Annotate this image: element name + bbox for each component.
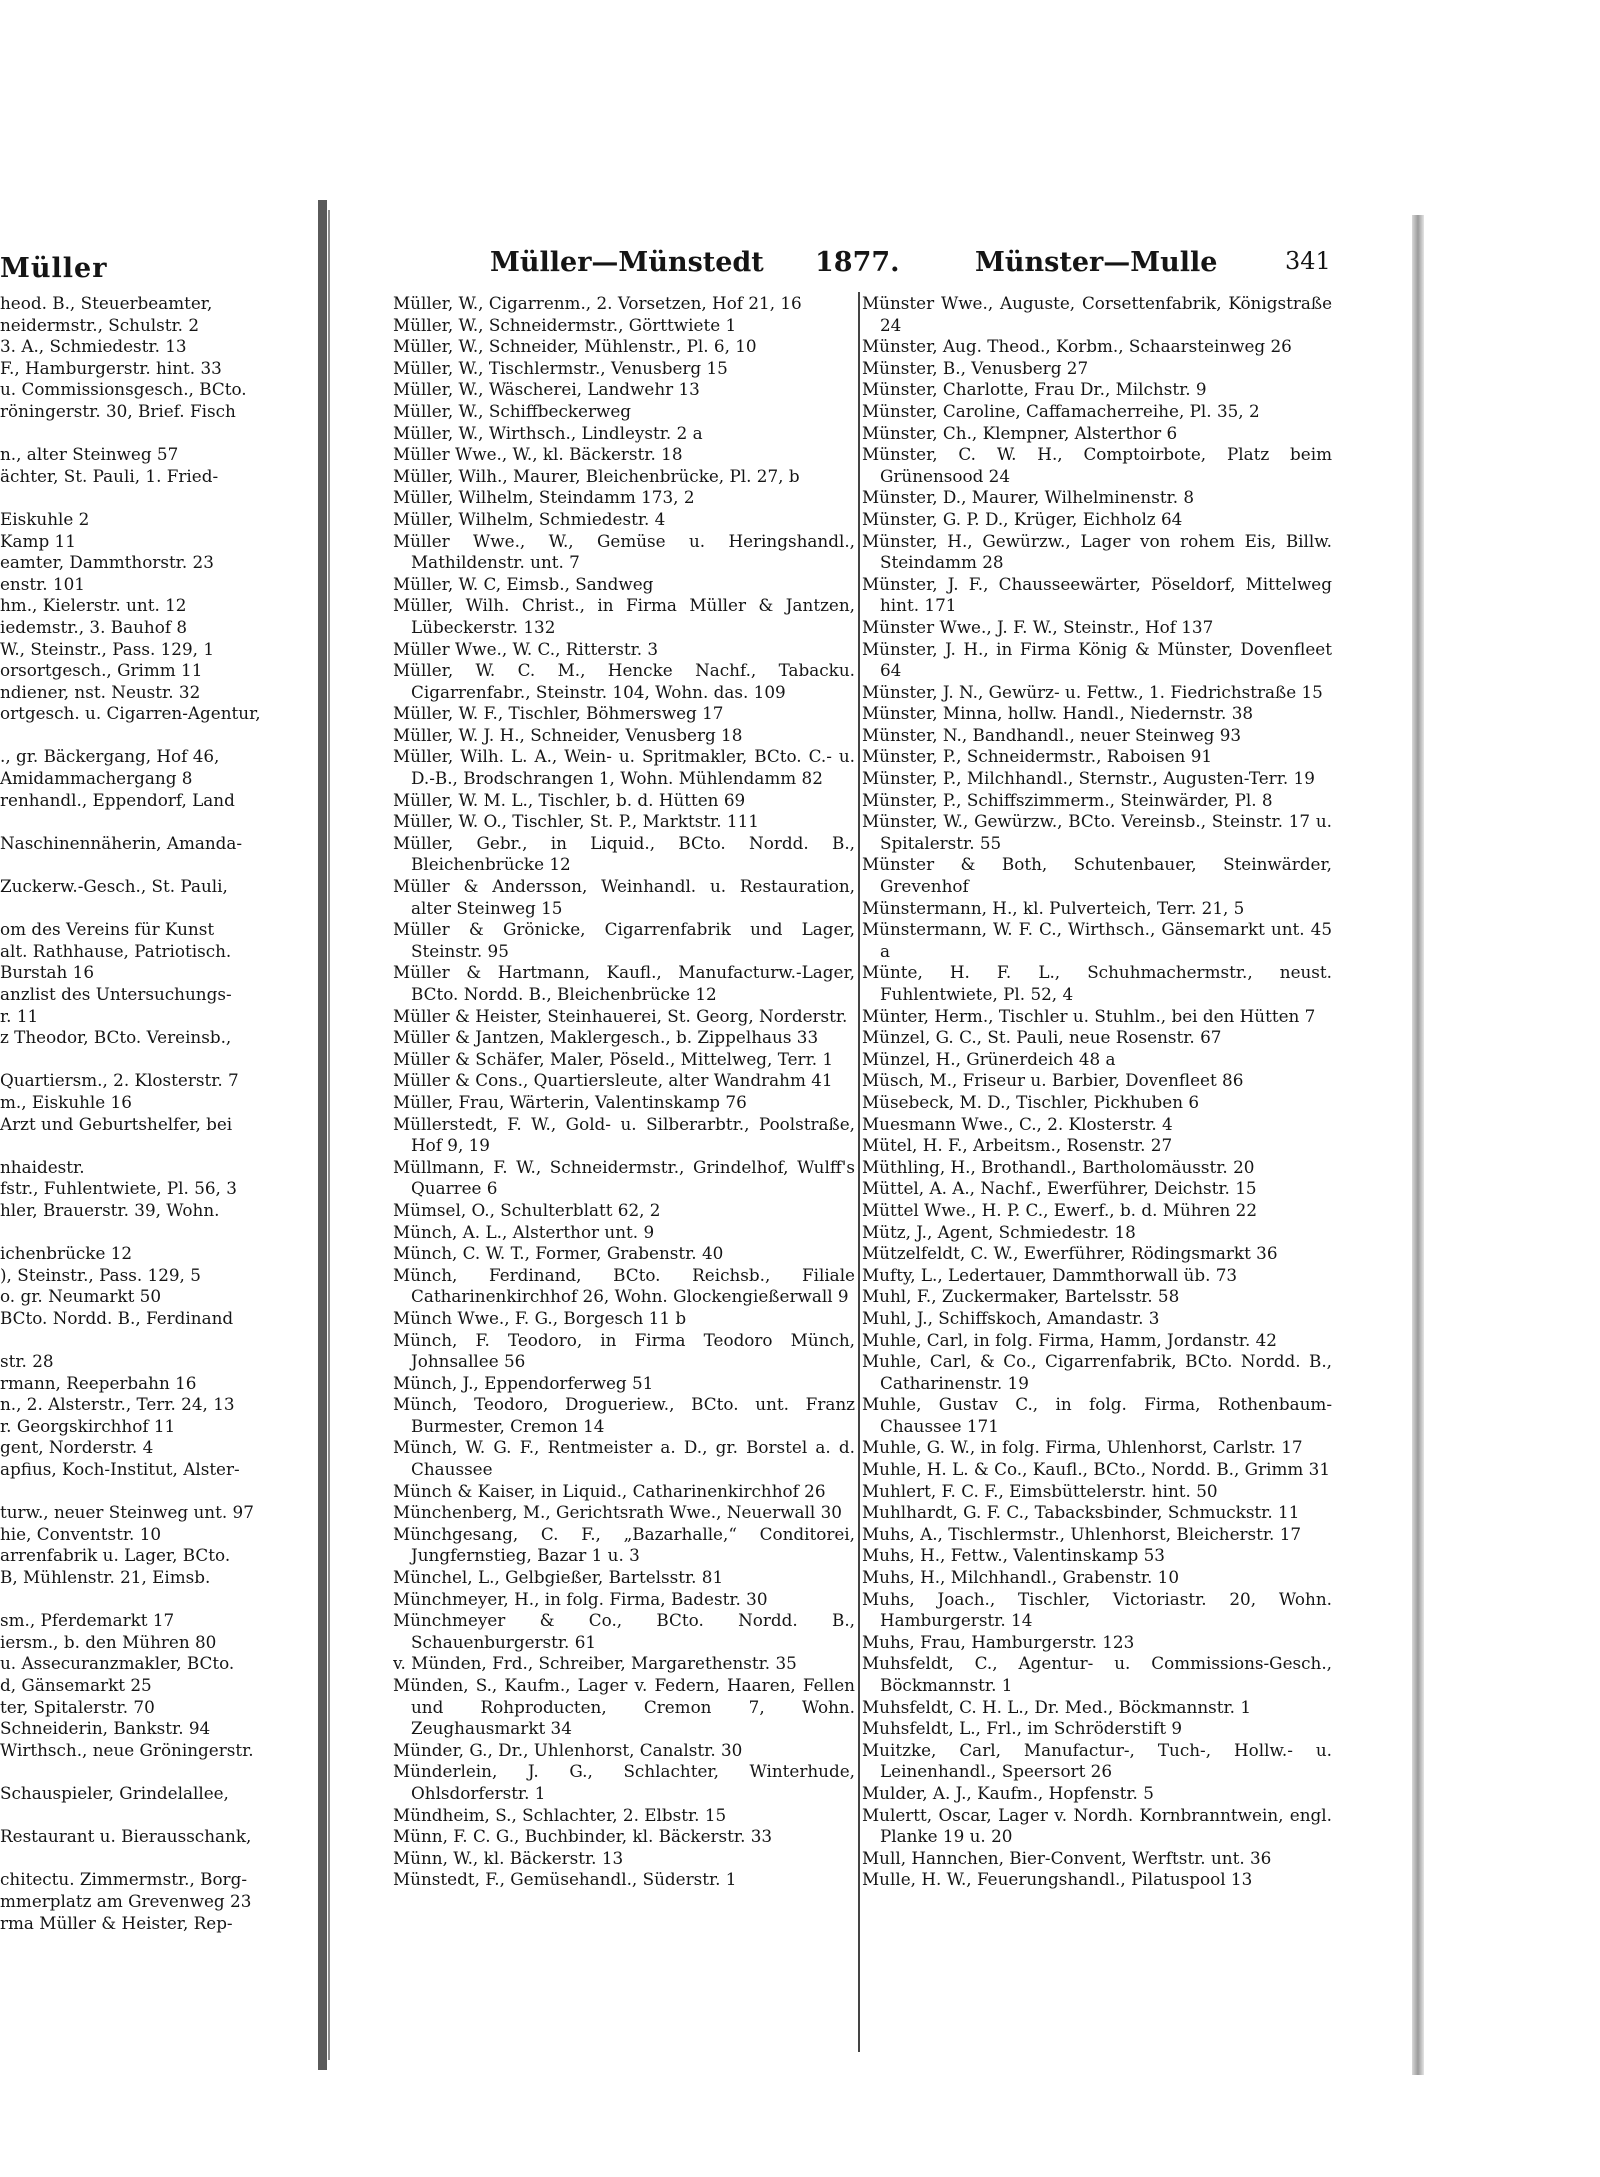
left-page-line xyxy=(0,1135,288,1157)
directory-entry: Müller & Schäfer, Maler, Pöseld., Mittelweg, Terr. 1 xyxy=(393,1048,834,1069)
directory-entry: Müller Wwe., W. C., Ritterstr. 3 xyxy=(393,638,659,659)
left-page-line: u. Commissionsgesch., BCto. xyxy=(0,379,247,400)
directory-entry: Münte, H. F. L., Schuhmachermstr., neust. Fuhlentwiete, Pl. 52, 4 xyxy=(862,962,1332,1004)
left-page-line: eamter, Dammthorstr. 23 xyxy=(0,552,214,573)
left-page-line: röningerstr. 30, Brief. Fisch xyxy=(0,400,236,421)
directory-entry: Muhl, F., Zuckermaker, Bartelsstr. 58 xyxy=(862,1286,1180,1307)
directory-entry: Münzel, H., Grünerdeich 48 a xyxy=(862,1048,1116,1069)
directory-entry: Münch, Teodoro, Drogueriew., BCto. unt. Franz Burmester, Cremon 14 xyxy=(393,1394,855,1436)
left-page-line: orsortgesch., Grimm 11 xyxy=(0,660,203,681)
left-page-line xyxy=(0,1848,288,1870)
left-page-line: ortgesch. u. Cigarren-Agentur, xyxy=(0,703,261,724)
left-page-line: Wirthsch., neue Gröningerstr. xyxy=(0,1739,254,1760)
left-page-line: mmerplatz am Grevenweg 23 xyxy=(0,1890,252,1911)
directory-entry: Münster Wwe., J. F. W., Steinstr., Hof 137 xyxy=(862,616,1214,637)
left-page-line: B, Mühlenstr. 21, Eimsb. xyxy=(0,1567,211,1588)
directory-entry: Münster, J. F., Chausseewärter, Pöseldorf, Mittelweg hint. 171 xyxy=(862,573,1332,616)
directory-entry: Münchmeyer, H., in folg. Firma, Badestr. 30 xyxy=(393,1588,768,1609)
left-page-line: m., Eiskuhle 16 xyxy=(0,1091,132,1112)
left-page-line: heod. B., Steuerbeamter, xyxy=(0,293,213,313)
left-page-line xyxy=(0,1049,288,1071)
directory-entry: Müttel Wwe., H. P. C., Ewerf., b. d. Mühren 22 xyxy=(862,1199,1258,1220)
directory-column-right xyxy=(862,293,1332,2058)
left-page-line xyxy=(0,854,288,876)
directory-entry: Münchel, L., Gelbgießer, Bartelsstr. 81 xyxy=(393,1567,724,1588)
directory-entry: Münstedt, F., Gemüsehandl., Süderstr. 1 xyxy=(393,1869,737,1890)
left-page-line: BCto. Nordd. B., Ferdinand xyxy=(0,1307,234,1328)
directory-entry: Münster, G. P. D., Krüger, Eichholz 64 xyxy=(862,508,1183,529)
left-page-line: om des Vereins für Kunst xyxy=(0,919,215,940)
directory-entry: Münster, H., Gewürzw., Lager von rohem Eis, Billw. Steindamm 28 xyxy=(862,530,1332,573)
left-page-line: gent, Norderstr. 4 xyxy=(0,1437,154,1458)
directory-entry: Muhle, G. W., in folg. Firma, Uhlenhorst, Carlstr. 17 xyxy=(862,1437,1303,1458)
directory-entry: Muhl, J., Schiffskoch, Amandastr. 3 xyxy=(862,1307,1160,1328)
left-page-line: Eiskuhle 2 xyxy=(0,508,90,529)
page-edge xyxy=(1412,215,1424,2075)
left-page-running-title: Müller xyxy=(0,253,108,284)
directory-entry: Münster, C. W. H., Comptoirbote, Platz beim Grünensood 24 xyxy=(862,444,1332,486)
directory-entry: Münster, B., Venusberg 27 xyxy=(862,357,1089,378)
left-page-line: rmann, Reeperbahn 16 xyxy=(0,1372,197,1393)
left-page-line: hie, Conventstr. 10 xyxy=(0,1523,162,1544)
directory-entry: Münderlein, J. G., Schlachter, Winterhude, Ohlsdorferstr. 1 xyxy=(393,1761,855,1803)
left-page-line: ndiener, nst. Neustr. 32 xyxy=(0,681,201,702)
left-page-line: Quartiersm., 2. Klosterstr. 7 xyxy=(0,1070,239,1091)
left-page-line: ter, Spitalerstr. 70 xyxy=(0,1696,155,1717)
directory-entry: Muhlhardt, G. F. C., Tabacksbinder, Schmuckstr. 11 xyxy=(862,1502,1300,1523)
directory-entry: Muhle, Gustav C., in folg. Firma, Rothenbaum-Chaussee 171 xyxy=(862,1394,1332,1436)
directory-entry: Münch Wwe., F. G., Borgesch 11 b xyxy=(393,1307,687,1328)
directory-entry: Müller & Heister, Steinhauerei, St. Georg, Norderstr. xyxy=(393,1005,848,1026)
left-page-line: z Theodor, BCto. Vereinsb., xyxy=(0,1027,232,1048)
directory-entry: Mütel, H. F., Arbeitsm., Rosenstr. 27 xyxy=(862,1135,1173,1156)
left-page-line: Schauspieler, Grindelallee, xyxy=(0,1782,229,1803)
left-page-line: apfius, Koch-Institut, Alster- xyxy=(0,1459,240,1480)
directory-entry: Muitzke, Carl, Manufactur-, Tuch-, Hollw.- u. Leinenhandl., Speersort 26 xyxy=(862,1739,1332,1782)
directory-entry: Muhsfeldt, L., Frl., im Schröderstift 9 xyxy=(862,1718,1183,1739)
running-head-year: 1877. xyxy=(815,247,900,278)
directory-entry: Münster, P., Milchhandl., Sternstr., Augusten-Terr. 19 xyxy=(862,768,1315,789)
left-page-line: n., 2. Alsterstr., Terr. 24, 13 xyxy=(0,1394,235,1415)
directory-entry: Muesmann Wwe., C., 2. Klosterstr. 4 xyxy=(862,1113,1173,1134)
directory-entry: Muhs, H., Fettw., Valentinskamp 53 xyxy=(862,1545,1165,1566)
left-page-line: d, Gänsemarkt 25 xyxy=(0,1675,152,1695)
directory-entry: Müller, W., Schiffbeckerweg xyxy=(393,400,632,421)
left-page-line: fstr., Fuhlentwiete, Pl. 56, 3 xyxy=(0,1178,237,1199)
directory-entry: Muhs, A., Tischlermstr., Uhlenhorst, Bleicherstr. 17 xyxy=(862,1523,1302,1544)
directory-entry: Münch & Kaiser, in Liquid., Catharinenkirchhof 26 xyxy=(393,1480,826,1501)
directory-entry: Müller & Andersson, Weinhandl. u. Restauration, alter Steinweg 15 xyxy=(393,876,855,918)
left-page-line: W., Steinstr., Pass. 129, 1 xyxy=(0,638,215,659)
left-page-line: u. Assecuranzmakler, BCto. xyxy=(0,1653,235,1674)
left-page-line: Amidammachergang 8 xyxy=(0,768,193,789)
directory-entry: Müller, W. F., Tischler, Böhmersweg 17 xyxy=(393,703,724,724)
left-page-line xyxy=(0,1330,288,1352)
left-page-line: arrenfabrik u. Lager, BCto. xyxy=(0,1545,231,1566)
left-page-line: turw., neuer Steinweg unt. 97 xyxy=(0,1502,254,1523)
directory-entry: Münster, J. N., Gewürz- u. Fettw., 1. Fiedrichstraße 15 xyxy=(862,681,1323,702)
left-page-line: ichenbrücke 12 xyxy=(0,1243,133,1264)
left-page-line: str. 28 xyxy=(0,1351,54,1372)
directory-entry: Münn, W., kl. Bäckerstr. 13 xyxy=(393,1847,624,1868)
directory-entry: Münster, Ch., Klempner, Alsterthor 6 xyxy=(862,422,1178,443)
running-head-right: Münster—Mulle xyxy=(975,247,1218,278)
directory-entry: Münster Wwe., Auguste, Corsettenfabrik, Königstraße 24 xyxy=(862,293,1332,335)
facing-left-page xyxy=(0,228,288,2028)
left-page-line: chitectu. Zimmermstr., Borg- xyxy=(0,1869,247,1890)
directory-entry: Münster & Both, Schutenbauer, Steinwärder, Grevenhof xyxy=(862,854,1332,897)
directory-entry: Müller, Frau, Wärterin, Valentinskamp 76 xyxy=(393,1091,747,1112)
directory-entry: Müller, W. C, Eimsb., Sandweg xyxy=(393,573,654,594)
left-page-lines xyxy=(0,293,288,1934)
directory-entry: Mützelfeldt, C. W., Ewerführer, Rödingsmarkt 36 xyxy=(862,1243,1278,1264)
left-page-line: hm., Kielerstr. unt. 12 xyxy=(0,595,187,616)
left-page-line: Arzt und Geburtshelfer, bei xyxy=(0,1113,233,1134)
left-page-line: rma Müller & Heister, Rep- xyxy=(0,1912,233,1933)
running-head-left: Müller—Münstedt xyxy=(490,247,764,278)
directory-entry: Müller, Gebr., in Liquid., BCto. Nordd. B., Bleichenbrücke 12 xyxy=(393,832,855,875)
left-page-line: r. 11 xyxy=(0,1005,39,1026)
directory-entry: Münstermann, H., kl. Pulverteich, Terr. 21, 5 xyxy=(862,897,1245,918)
directory-entry: Muhle, Carl, in folg. Firma, Hamm, Jordanstr. 42 xyxy=(862,1329,1277,1350)
directory-entry: Müthling, H., Brothandl., Bartholomäusstr. 20 xyxy=(862,1156,1255,1177)
directory-column-left xyxy=(393,293,855,2058)
directory-entry: Muhsfeldt, C. H. L., Dr. Med., Böckmannstr. 1 xyxy=(862,1696,1252,1717)
directory-entry: Müller & Grönicke, Cigarrenfabrik und Lager, Steinstr. 95 xyxy=(393,919,855,961)
directory-entry: Mümsel, O., Schulterblatt 62, 2 xyxy=(393,1199,661,1220)
directory-entry: Muhs, Joach., Tischler, Victoriastr. 20, Wohn. Hamburgerstr. 14 xyxy=(862,1588,1332,1631)
left-page-line: Restaurant u. Bierausschank, xyxy=(0,1826,252,1847)
directory-entry: Münch, W. G. F., Rentmeister a. D., gr. Borstel a. d. Chaussee xyxy=(393,1437,855,1480)
directory-entry: Mulle, H. W., Feuerungshandl., Pilatuspool 13 xyxy=(862,1869,1253,1890)
left-page-line xyxy=(0,1589,288,1611)
left-page-line: neidermstr., Schulstr. 2 xyxy=(0,314,200,335)
directory-entry: Münter, Herm., Tischler u. Stuhlm., bei den Hütten 7 xyxy=(862,1005,1316,1026)
left-page-line: 3. A., Schmiedestr. 13 xyxy=(0,336,187,357)
directory-entry: Müsch, M., Friseur u. Barbier, Dovenfleet 86 xyxy=(862,1070,1244,1091)
directory-entry: Mull, Hannchen, Bier-Convent, Werftstr. unt. 36 xyxy=(862,1847,1272,1868)
page-gutter xyxy=(318,200,327,2070)
left-page-line xyxy=(0,898,288,920)
page-header xyxy=(490,247,1330,283)
left-page-line: iedemstr., 3. Bauhof 8 xyxy=(0,616,188,637)
directory-entry: Müller, W., Cigarrenm., 2. Vorsetzen, Hof 21, 16 xyxy=(393,293,802,313)
left-page-line: anzlist des Untersuchungs- xyxy=(0,984,232,1004)
directory-entry: Münster, Aug. Theod., Korbm., Schaarsteinweg 26 xyxy=(862,336,1292,357)
directory-entry: Mütz, J., Agent, Schmiedestr. 18 xyxy=(862,1221,1136,1242)
left-page-line xyxy=(0,811,288,833)
directory-entry: Müller, W. M. L., Tischler, b. d. Hütten 69 xyxy=(393,789,746,810)
directory-entry: Müller, Wilh., Maurer, Bleichenbrücke, Pl. 27, b xyxy=(393,465,800,486)
directory-entry: Müller, Wilhelm, Schmiedestr. 4 xyxy=(393,508,666,529)
directory-entry: Münster, N., Bandhandl., neuer Steinweg 93 xyxy=(862,724,1242,745)
page-number: 341 xyxy=(1285,247,1331,275)
left-page-line: iersm., b. den Mühren 80 xyxy=(0,1631,217,1652)
directory-entry: Münchgesang, C. F., „Bazarhalle,“ Conditorei, Jungfernstieg, Bazar 1 u. 3 xyxy=(393,1523,855,1566)
left-page-line xyxy=(0,1761,288,1783)
left-page-line: Schneiderin, Bankstr. 94 xyxy=(0,1718,211,1739)
left-page-line: Zuckerw.-Gesch., St. Pauli, xyxy=(0,876,228,897)
directory-entry: Münder, G., Dr., Uhlenhorst, Canalstr. 30 xyxy=(393,1739,743,1760)
directory-entry: Müsebeck, M. D., Tischler, Pickhuben 6 xyxy=(862,1091,1200,1112)
directory-entry: Müllmann, F. W., Schneidermstr., Grindelhof, Wulff's Quarree 6 xyxy=(393,1156,855,1199)
directory-entry: Münn, F. C. G., Buchbinder, kl. Bäckerstr. 33 xyxy=(393,1826,773,1847)
directory-entry: Müller, W. C. M., Hencke Nachf., Tabacku. Cigarrenfabr., Steinstr. 104, Wohn. das. 109 xyxy=(393,660,855,702)
left-page-line: Naschinennäherin, Amanda- xyxy=(0,832,243,853)
left-page-line: F., Hamburgerstr. hint. 33 xyxy=(0,357,222,378)
directory-entry: Mulertt, Oscar, Lager v. Nordh. Kornbranntwein, engl. Planke 19 u. 20 xyxy=(862,1804,1332,1847)
left-page-line: Kamp 11 xyxy=(0,530,76,551)
directory-entry: Münchenberg, M., Gerichtsrath Wwe., Neuerwall 30 xyxy=(393,1502,842,1523)
left-page-line xyxy=(0,1805,288,1827)
left-page-line: ., gr. Bäckergang, Hof 46, xyxy=(0,746,220,767)
directory-entry: Münstermann, W. F. C., Wirthsch., Gänsemarkt unt. 45 a xyxy=(862,919,1332,961)
directory-entry: Münzel, G. C., St. Pauli, neue Rosenstr. 67 xyxy=(862,1027,1222,1048)
directory-entry: Müller & Cons., Quartiersleute, alter Wandrahm 41 xyxy=(393,1070,833,1091)
left-page-line: renhandl., Eppendorf, Land xyxy=(0,789,235,810)
directory-entry: Mufty, L., Ledertauer, Dammthorwall üb. 73 xyxy=(862,1264,1238,1285)
page-gutter-shadow xyxy=(328,210,330,2060)
left-page-line xyxy=(0,487,288,509)
directory-entry: Müller & Jantzen, Maklergesch., b. Zippelhaus 33 xyxy=(393,1027,819,1048)
directory-entry: Münch, A. L., Alsterthor unt. 9 xyxy=(393,1221,655,1242)
directory-entry: Müller, W., Schneider, Mühlenstr., Pl. 6, 10 xyxy=(393,336,757,357)
directory-entry: Münster, P., Schiffszimmerm., Steinwärder, Pl. 8 xyxy=(862,789,1273,810)
left-page-line: nhaidestr. xyxy=(0,1156,85,1177)
directory-entry: Müttel, A. A., Nachf., Ewerführer, Deichstr. 15 xyxy=(862,1178,1257,1199)
directory-entry: Münch, Ferdinand, BCto. Reichsb., Filiale Catharinenkirchhof 26, Wohn. Glockengießerwall 9 xyxy=(393,1264,855,1307)
directory-entry: Müller, W. O., Tischler, St. P., Marktstr. 111 xyxy=(393,811,759,832)
directory-entry: Muhle, Carl, & Co., Cigarrenfabrik, BCto. Nordd. B., Catharinenstr. 19 xyxy=(862,1351,1332,1393)
left-page-line: r. Georgskirchhof 11 xyxy=(0,1415,176,1436)
directory-entry: v. Münden, Frd., Schreiber, Margarethenstr. 35 xyxy=(393,1653,797,1674)
directory-entry: Münch, C. W. T., Former, Grabenstr. 40 xyxy=(393,1243,724,1264)
directory-entry: Müller, W., Schneidermstr., Görttwiete 1 xyxy=(393,314,737,335)
directory-entry: Mündheim, S., Schlachter, 2. Elbstr. 15 xyxy=(393,1804,727,1825)
directory-entry: Müller Wwe., W., kl. Bäckerstr. 18 xyxy=(393,444,683,465)
left-page-line xyxy=(0,1481,288,1503)
left-page-line: o. gr. Neumarkt 50 xyxy=(0,1286,162,1307)
left-page-line xyxy=(0,725,288,747)
left-page-line: hler, Brauerstr. 39, Wohn. xyxy=(0,1199,220,1220)
directory-entry: Mulder, A. J., Kaufm., Hopfenstr. 5 xyxy=(862,1782,1154,1803)
directory-entry: Müller, W., Tischlermstr., Venusberg 15 xyxy=(393,357,728,378)
left-page-line: Burstah 16 xyxy=(0,962,95,983)
directory-entry: Müllerstedt, F. W., Gold- u. Silberarbtr., Poolstraße, Hof 9, 19 xyxy=(393,1113,855,1156)
left-page-line: n., alter Steinweg 57 xyxy=(0,444,179,465)
directory-entry: Muhs, Frau, Hamburgerstr. 123 xyxy=(862,1631,1135,1652)
directory-entry: Muhle, H. L. & Co., Kaufl., BCto., Nordd. B., Grimm 31 xyxy=(862,1459,1330,1480)
directory-entry: Münch, J., Eppendorferweg 51 xyxy=(393,1372,654,1393)
left-page-line: ), Steinstr., Pass. 129, 5 xyxy=(0,1264,201,1285)
column-divider xyxy=(858,292,860,2052)
left-page-line xyxy=(0,423,288,445)
directory-entry: Münster, P., Schneidermstr., Raboisen 91 xyxy=(862,746,1213,767)
directory-entry: Münchmeyer & Co., BCto. Nordd. B., Schauenburgerstr. 61 xyxy=(393,1610,855,1652)
left-page-line: ächter, St. Pauli, 1. Fried- xyxy=(0,465,219,486)
directory-entry: Müller & Hartmann, Kaufl., Manufacturw.-Lager, BCto. Nordd. B., Bleichenbrücke 12 xyxy=(393,962,855,1004)
directory-entry: Muhlert, F. C. F., Eimsbüttelerstr. hint. 50 xyxy=(862,1480,1218,1501)
directory-entry: Münster, D., Maurer, Wilhelminenstr. 8 xyxy=(862,487,1195,508)
directory-entry: Münster, Charlotte, Frau Dr., Milchstr. 9 xyxy=(862,379,1207,400)
directory-entry: Münster, Minna, hollw. Handl., Niedernstr. 38 xyxy=(862,703,1254,724)
directory-entry: Münch, F. Teodoro, in Firma Teodoro Münch, Johnsallee 56 xyxy=(393,1329,855,1372)
directory-entry: Münster, J. H., in Firma König & Münster, Dovenfleet 64 xyxy=(862,638,1332,681)
directory-entry: Münster, W., Gewürzw., BCto. Vereinsb., Steinstr. 17 u. Spitalerstr. 55 xyxy=(862,811,1332,853)
directory-entry: Müller, W., Wirthsch., Lindleystr. 2 a xyxy=(393,422,703,443)
directory-entry: Muhs, H., Milchhandl., Grabenstr. 10 xyxy=(862,1567,1180,1588)
left-page-line: sm., Pferdemarkt 17 xyxy=(0,1610,175,1631)
directory-entry: Muhsfeldt, C., Agentur- u. Commissions-Gesch., Böckmannstr. 1 xyxy=(862,1653,1332,1695)
directory-entry: Müller, Wilhelm, Steindamm 173, 2 xyxy=(393,487,695,508)
directory-entry: Müller, W., Wäscherei, Landwehr 13 xyxy=(393,379,700,400)
directory-entry: Müller, Wilh. L. A., Wein- u. Spritmakler, BCto. C.- u. D.-B., Brodschrangen 1, Wohn. Mühlendamm 82 xyxy=(393,746,855,789)
directory-entry: Müller Wwe., W., Gemüse u. Heringshandl., Mathildenstr. unt. 7 xyxy=(393,530,855,573)
left-page-line xyxy=(0,1222,288,1244)
left-page-line: enstr. 101 xyxy=(0,573,85,594)
directory-entry: Müller, W. J. H., Schneider, Venusberg 18 xyxy=(393,724,743,745)
directory-entry: Müller, Wilh. Christ., in Firma Müller & Jantzen, Lübeckerstr. 132 xyxy=(393,595,855,637)
left-page-line: alt. Rathhause, Patriotisch. xyxy=(0,940,232,961)
directory-entry: Münster, Caroline, Caffamacherreihe, Pl. 35, 2 xyxy=(862,400,1260,421)
directory-entry: Münden, S., Kaufm., Lager v. Federn, Haaren, Fellen und Rohproducten, Cremon 7, Wohn. Zeughausmarkt 34 xyxy=(393,1675,855,1739)
